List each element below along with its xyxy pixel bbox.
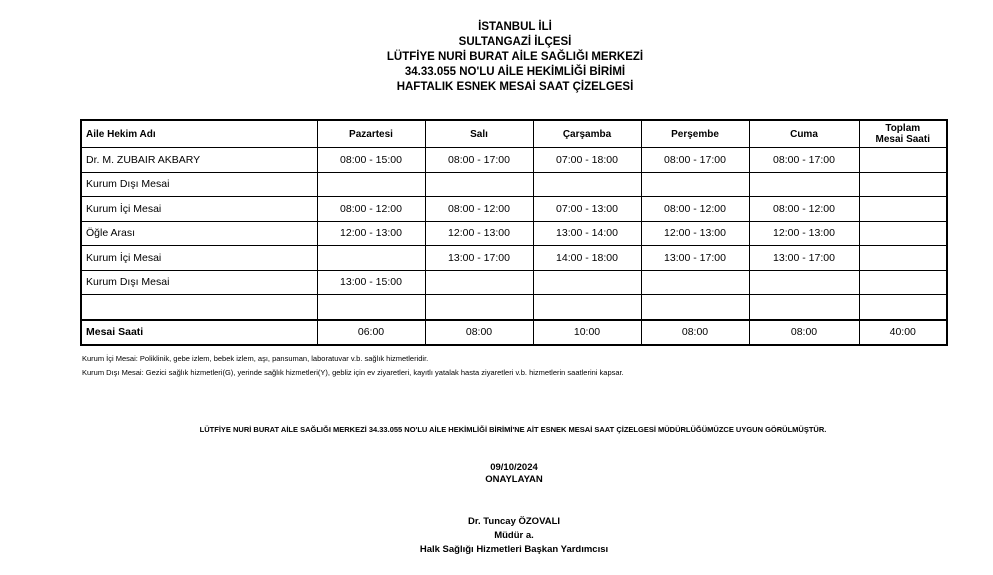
cell-thursday: 08:00 - 12:00 (641, 197, 749, 222)
schedule-table (80, 119, 948, 346)
cell-wednesday: 07:00 - 18:00 (533, 148, 641, 173)
health-center-title: LÜTFİYE NURİ BURAT AİLE SAĞLIĞI MERKEZİ (386, 51, 644, 63)
table-row (81, 148, 947, 173)
cell-wednesday (533, 270, 641, 295)
cell-friday: 08:00 - 17:00 (749, 148, 859, 173)
footnote-internal: Kurum İçi Mesai: Poliklinik, gebe izlem, bebek izlem, aşı, pansuman, laboratuvar v.b. sağlık hizmetleridir. (82, 354, 429, 363)
cell-monday (317, 172, 425, 197)
summary-friday: 08:00 (749, 320, 859, 346)
cell-thursday: 12:00 - 13:00 (641, 221, 749, 246)
cell-total (859, 197, 947, 222)
schedule-title: HAFTALIK ESNEK MESAİ SAAT ÇİZELGESİ (396, 81, 634, 93)
table-row (81, 221, 947, 246)
cell-monday (317, 295, 425, 320)
cell-friday (749, 172, 859, 197)
approval-date: 09/10/2024 (490, 462, 538, 473)
header-wednesday: Çarşamba (533, 120, 641, 148)
cell-tuesday: 12:00 - 13:00 (425, 221, 533, 246)
cell-monday: 08:00 - 15:00 (317, 148, 425, 173)
summary-monday: 06:00 (317, 320, 425, 346)
cell-tuesday (425, 295, 533, 320)
row-label: Kurum İçi Mesai (81, 246, 317, 271)
document-header (0, 20, 993, 95)
table-row (81, 295, 947, 320)
header-total (859, 120, 947, 148)
table-row (81, 197, 947, 222)
summary-tuesday: 08:00 (425, 320, 533, 346)
cell-friday: 08:00 - 12:00 (749, 197, 859, 222)
province-title: İSTANBUL İLİ (478, 21, 552, 33)
cell-total (859, 246, 947, 271)
cell-wednesday (533, 295, 641, 320)
cell-monday: 08:00 - 12:00 (317, 197, 425, 222)
row-label: Öğle Arası (81, 221, 317, 246)
cell-friday (749, 270, 859, 295)
header-total-line1: Toplam (885, 123, 921, 134)
footnote-external: Kurum Dışı Mesai: Gezici sağlık hizmetleri(G), yerinde sağlık hizmetleri(Y), gebliz için ev ziyaretleri, kayıtlı yatalak hasta ziyaretleri v.b. hizmetlerin saatlerini kapsar. (82, 368, 624, 377)
cell-tuesday: 08:00 - 17:00 (425, 148, 533, 173)
cell-thursday (641, 172, 749, 197)
cell-wednesday: 13:00 - 14:00 (533, 221, 641, 246)
summary-row (81, 320, 947, 346)
cell-total (859, 270, 947, 295)
cell-friday: 12:00 - 13:00 (749, 221, 859, 246)
cell-friday (749, 295, 859, 320)
district-title: SULTANGAZİ İLÇESİ (458, 36, 572, 48)
cell-thursday (641, 295, 749, 320)
cell-monday (317, 246, 425, 271)
header-monday: Pazartesi (317, 120, 425, 148)
approval-status: ONAYLAYAN (485, 474, 543, 485)
approval-statement: LÜTFİYE NURİ BURAT AİLE SAĞLIĞI MERKEZİ 34.33.055 NO'LU AİLE HEKİMLİĞİ BİRİMİ'NE AİT ESNEK MESAİ SAAT ÇİZELGESİ MÜDÜRLÜĞÜMÜZCE UYGUN GÖRÜLMÜŞTÜR. (199, 425, 827, 434)
cell-thursday: 13:00 - 17:00 (641, 246, 749, 271)
summary-thursday: 08:00 (641, 320, 749, 346)
cell-wednesday (533, 172, 641, 197)
table-row (81, 172, 947, 197)
cell-tuesday: 08:00 - 12:00 (425, 197, 533, 222)
signer-role: Müdür a. (494, 530, 534, 541)
row-label (81, 295, 317, 320)
unit-title: 34.33.055 NO'LU AİLE HEKİMLİĞİ BİRİMİ (404, 66, 626, 78)
header-total-line2: Mesai Saati (875, 134, 930, 145)
summary-total: 40:00 (859, 320, 947, 346)
cell-tuesday: 13:00 - 17:00 (425, 246, 533, 271)
summary-wednesday: 10:00 (533, 320, 641, 346)
cell-tuesday (425, 270, 533, 295)
table-row (81, 270, 947, 295)
cell-wednesday: 07:00 - 13:00 (533, 197, 641, 222)
header-tuesday: Salı (425, 120, 533, 148)
cell-thursday: 08:00 - 17:00 (641, 148, 749, 173)
cell-total (859, 148, 947, 173)
row-label: Kurum Dışı Mesai (81, 172, 317, 197)
table-row (81, 246, 947, 271)
table-header-row (81, 120, 947, 148)
cell-total (859, 295, 947, 320)
header-thursday: Perşembe (641, 120, 749, 148)
row-label: Kurum İçi Mesai (81, 197, 317, 222)
signoff-block (0, 462, 993, 486)
footnotes (82, 352, 624, 380)
cell-monday: 12:00 - 13:00 (317, 221, 425, 246)
row-label: Dr. M. ZUBAIR AKBARY (81, 148, 317, 173)
header-friday: Cuma (749, 120, 859, 148)
cell-wednesday: 14:00 - 18:00 (533, 246, 641, 271)
signer-name: Dr. Tuncay ÖZOVALI (467, 516, 561, 527)
row-label: Kurum Dışı Mesai (81, 270, 317, 295)
cell-total (859, 221, 947, 246)
cell-thursday (641, 270, 749, 295)
cell-friday: 13:00 - 17:00 (749, 246, 859, 271)
header-name: Aile Hekim Adı (81, 120, 317, 148)
summary-label: Mesai Saati (81, 320, 317, 346)
signer-block (0, 515, 993, 557)
cell-tuesday (425, 172, 533, 197)
signer-title: Halk Sağlığı Hizmetleri Başkan Yardımcısı (419, 544, 609, 555)
cell-monday: 13:00 - 15:00 (317, 270, 425, 295)
cell-total (859, 172, 947, 197)
